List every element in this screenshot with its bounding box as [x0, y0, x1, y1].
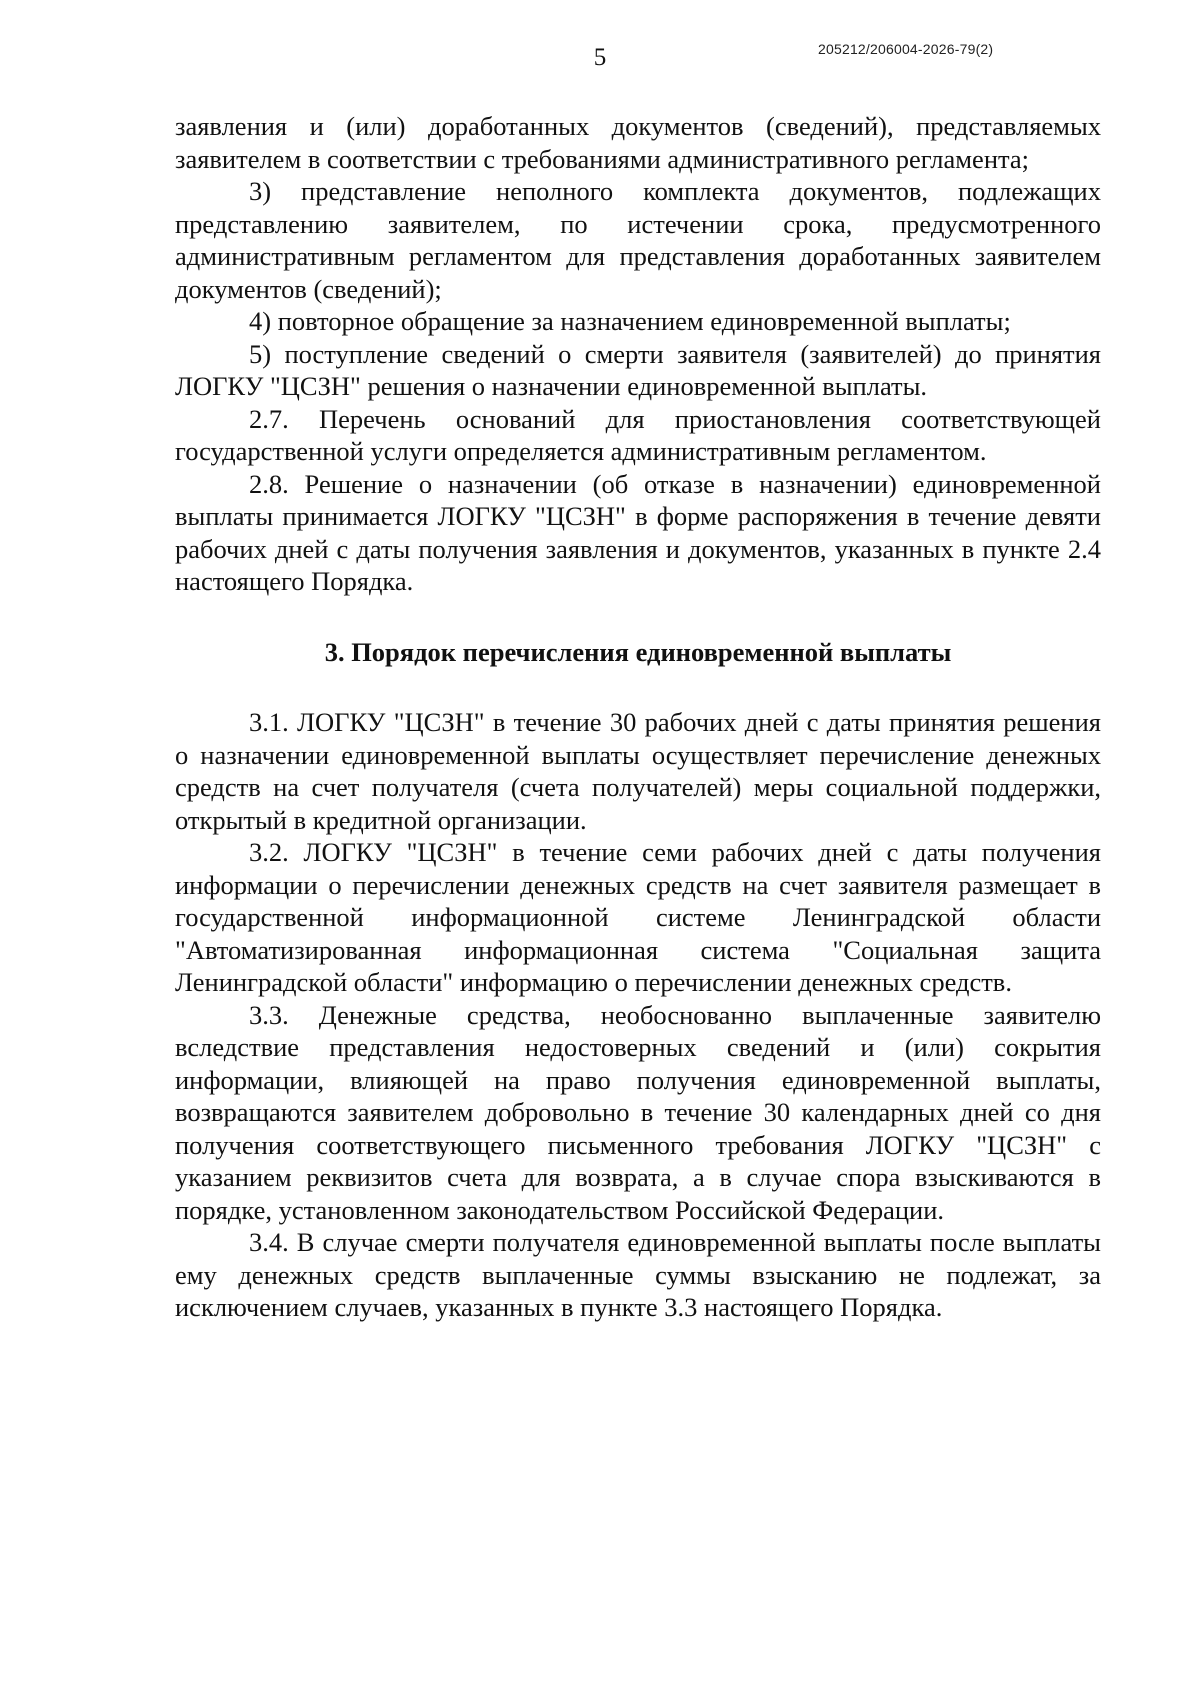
paragraph-3-4: 3.4. В случае смерти получателя единовременной выплаты после выплаты ему денежных средств выплаченные суммы взысканию не подлежат, за исключением случаев, указанных в пункте 3.3 настоящего Порядка.	[175, 1227, 1101, 1322]
paragraph-3-1: 3.1. ЛОГКУ "ЦСЗН" в течение 30 рабочих дней с даты принятия решения о назначении единовременной выплаты осуществляет перечисление денежных средств на счет получателя (счета получателей) меры социальной поддержки, открытый в кредитной организации.	[175, 707, 1101, 835]
section-3-heading: 3. Порядок перечисления единовременной выплаты	[324, 636, 952, 667]
paragraph-item-4: 4) повторное обращение за назначением единовременной выплаты;	[249, 306, 1011, 336]
paragraph-2-8: 2.8. Решение о назначении (об отказе в назначении) единовременной выплаты принимается ЛОГКУ "ЦСЗН" в форме распоряжения в течение девяти рабочих дней с даты получения заявления и документов, указанных в пункте 2.4 настоящего Порядка.	[175, 468, 1101, 596]
paragraph-2-7: 2.7. Перечень оснований для приостановления соответствующей государственной услуги определяется административным регламентом.	[175, 403, 1101, 466]
document-body	[175, 110, 1101, 1324]
page-number: 5	[593, 44, 607, 71]
paragraph-item-5: 5) поступление сведений о смерти заявителя (заявителей) до принятия ЛОГКУ "ЦСЗН" решения о назначении единовременной выплаты.	[175, 338, 1101, 401]
document-registration-code: 205212/206004-2026-79(2)	[818, 41, 994, 57]
paragraph-3-2: 3.2. ЛОГКУ "ЦСЗН" в течение семи рабочих дней с даты получения информации о перечислении денежных средств на счет заявителя размещает в государственной информационной системе Ленинградской области "Автоматизированная информационная система "Социальная защита Ленинградской области" информацию о перечислении денежных средств.	[175, 837, 1101, 997]
paragraph-continuation: заявления и (или) доработанных документов (сведений), представляемых заявителем в соответствии с требованиями административного регламента;	[175, 111, 1101, 174]
paragraph-item-3: 3) представление неполного комплекта документов, подлежащих представлению заявителем, по истечении срока, предусмотренного административным регламентом для представления доработанных заявителем документов (сведений);	[175, 176, 1101, 304]
paragraph-3-3: 3.3. Денежные средства, необоснованно выплаченные заявителю вследствие представления недостоверных сведений и (или) сокрытия информации, влияющей на право получения единовременной выплаты, возвращаются заявителем добровольно в течение 30 календарных дней со дня получения соответствующего письменного требования ЛОГКУ "ЦСЗН" с указанием реквизитов счета для возврата, а в случае спора взыскиваются в порядке, установленном законодательством Российской Федерации.	[175, 999, 1101, 1225]
